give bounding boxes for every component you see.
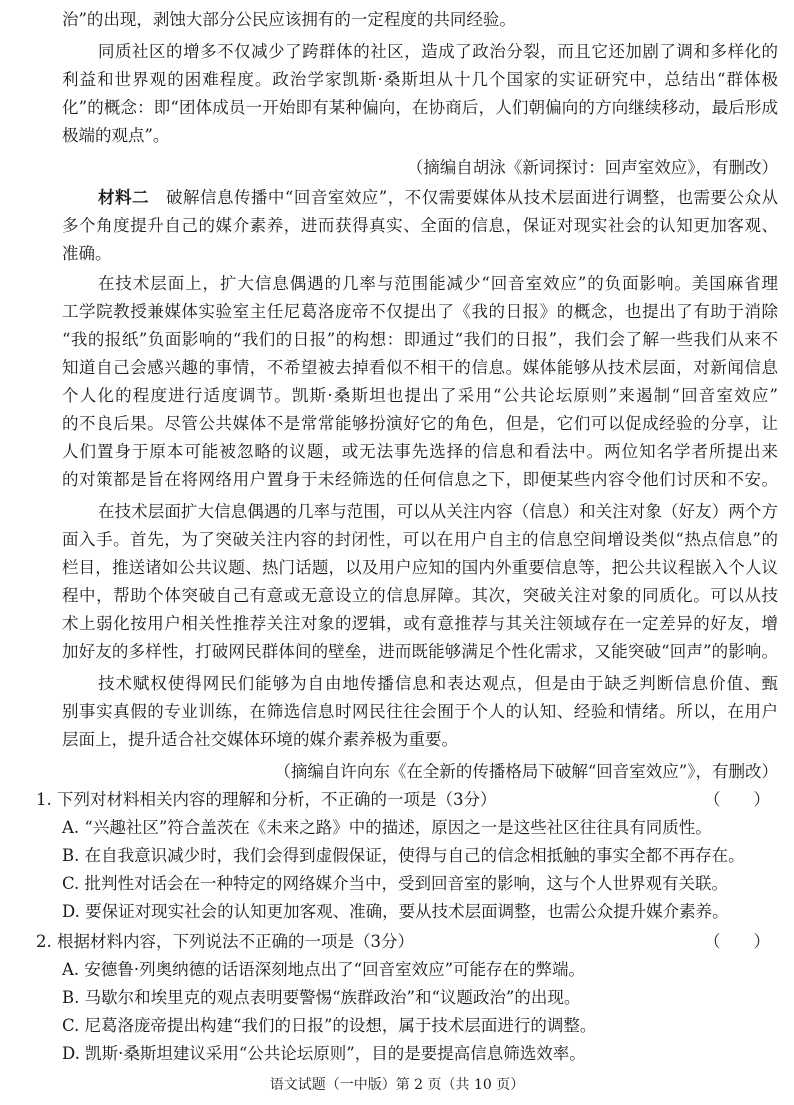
question-stem [36, 786, 778, 814]
text-line: 层面上，提升适合社交媒体环境的媒介素养极为重要。 [62, 730, 458, 749]
text-line: 术上弱化按用户相关性推荐关注对象的逻辑，或有意推荐与其关注领域存在一定差异的好友，增 [62, 614, 778, 633]
text-line: 程中，帮助个体突破自己有意或无意设立的信息屏障。其次，突破关注对象的同质化。可以从技 [62, 586, 778, 605]
text-line: 的对策都是旨在将网络用户置身于未经筛选的任何信息之下，即便某些内容令他们讨厌和不安。 [62, 470, 778, 489]
answer-option: B. 马歇尔和埃里克的观点表明要警惕“族群政治”和“议题政治”的出现。 [62, 988, 581, 1007]
text-span: 破解信息传播中“回音室效应”，不仅需要媒体从技术层面进行调整，也需要公众从 [165, 188, 778, 207]
answer-option: C. 尼葛洛庞帝提出构建“我们的日报”的设想，属于技术层面进行的调整。 [62, 1016, 597, 1035]
text-line: 工学院教授兼媒体实验室主任尼葛洛庞帝不仅提出了《我的日报》的概念，也提出了有助于消除 [62, 302, 778, 321]
text-line: 利益和世界观的困难程度。政治学家凯斯·桑斯坦从十几个国家的实证研究中，总结出“群体极 [62, 70, 778, 89]
text-line: 的不良后果。尽管公共媒体不是常常能够扮演好它的角色，但是，它们可以促成经验的分享，让 [62, 414, 778, 433]
question-text: 1. 下列对材料相关内容的理解和分析，不正确的一项是（3分） [36, 790, 497, 809]
text-line: 加好友的多样性，打破网民群体间的壁垒，进而既能够满足个性化需求，又能突破“回声”的影响。 [62, 642, 778, 661]
text-line: 多个角度提升自己的媒介素养，进而获得真实、全面的信息，保证对现实社会的认知更加客观、 [62, 216, 778, 235]
question-stem [36, 928, 778, 956]
material-two-intro [98, 184, 778, 212]
text-line: 别事实真假的专业训练，在筛选信息时网民往往会囿于个人的认知、经验和情绪。所以，在用户 [62, 702, 778, 721]
text-line: 栏目，推送诸如公共议题、热门话题，以及用户应知的国内外重要信息等，把公共议程嵌入个人议 [62, 558, 778, 577]
text-line: 极端的观点”。 [62, 126, 170, 145]
question-text: 2. 根据材料内容，下列说法不正确的一项是（3分） [36, 932, 414, 951]
answer-blank: （ ） [704, 790, 770, 809]
answer-option: A. 安德鲁·列奥纳德的话语深刻地点出了“回音室效应”可能存在的弊端。 [62, 960, 586, 979]
text-line: 化”的概念：即“团体成员一开始即有某种偏向，在协商后，人们朝偏向的方向继续移动，最后形成 [62, 98, 778, 117]
answer-option: C. 批判性对话会在一种特定的网络媒介当中，受到回音室的影响，这与个人世界观有关联。 [62, 874, 729, 893]
answer-option: D. 凯斯·桑斯坦建议采用“公共论坛原则”，目的是要提高信息筛选效率。 [62, 1044, 586, 1063]
answer-option: A. “兴趣社区”符合盖茨在《未来之路》中的描述，原因之一是这些社区往往具有同质性。 [62, 818, 712, 837]
text-line: “我的报纸”负面影响的“我们的日报”的构想：即通过“我们的日报”，我们会了解一些我们从来不 [62, 330, 778, 349]
text-line: 知道自己会感兴趣的事情，不希望被去掉看似不相干的信息。媒体能够从技术层面，对新闻信息 [62, 358, 778, 377]
page-footer: 语文试题（一中版）第 2 页（共 10 页） [269, 1077, 525, 1093]
text-line: 治”的出现，剥蚀大部分公民应该拥有的一定程度的共同经验。 [62, 10, 516, 29]
source-citation: （摘编自许向东《在全新的传播格局下破解“回音室效应”》，有删改） [274, 762, 778, 781]
answer-option: D. 要保证对现实社会的认知更加客观、准确，要从技术层面调整，也需公众提升媒介素养。 [62, 902, 729, 921]
text-line: 准确。 [62, 244, 112, 263]
source-citation: （摘编自胡泳《新词探讨：回声室效应》，有删改） [406, 158, 778, 177]
text-line: 个人化的程度进行适度调节。凯斯·桑斯坦也提出了采用“公共论坛原则”来遏制“回音室效应” [62, 386, 778, 405]
text-line: 人们置身于原本可能被忽略的议题，或无法事先选择的信息和看法中。两位知名学者所提出来 [62, 442, 778, 461]
text-line: 同质社区的增多不仅减少了跨群体的社区，造成了政治分裂，而且它还加剧了调和多样化的 [98, 42, 778, 61]
text-line: 在技术层面扩大信息偶遇的几率与范围，可以从关注内容（信息）和关注对象（好友）两个方 [98, 502, 778, 521]
text-line: 面入手。首先，为了突破关注内容的封闭性，可以在用户自主的信息空间增设类似“热点信息”的 [62, 530, 778, 549]
text-line: 在技术层面上，扩大信息偶遇的几率与范围能减少“回音室效应”的负面影响。美国麻省理 [98, 274, 778, 293]
text-line: 技术赋权使得网民们能够为自由地传播信息和表达观点，但是由于缺乏判断信息价值、甄 [98, 674, 778, 693]
material-label: 材料二 [98, 188, 149, 207]
answer-option: B. 在自我意识减少时，我们会得到虚假保证，使得与自己的信念相抵触的事实全都不再存在。 [62, 846, 745, 865]
answer-blank: （ ） [704, 932, 770, 951]
